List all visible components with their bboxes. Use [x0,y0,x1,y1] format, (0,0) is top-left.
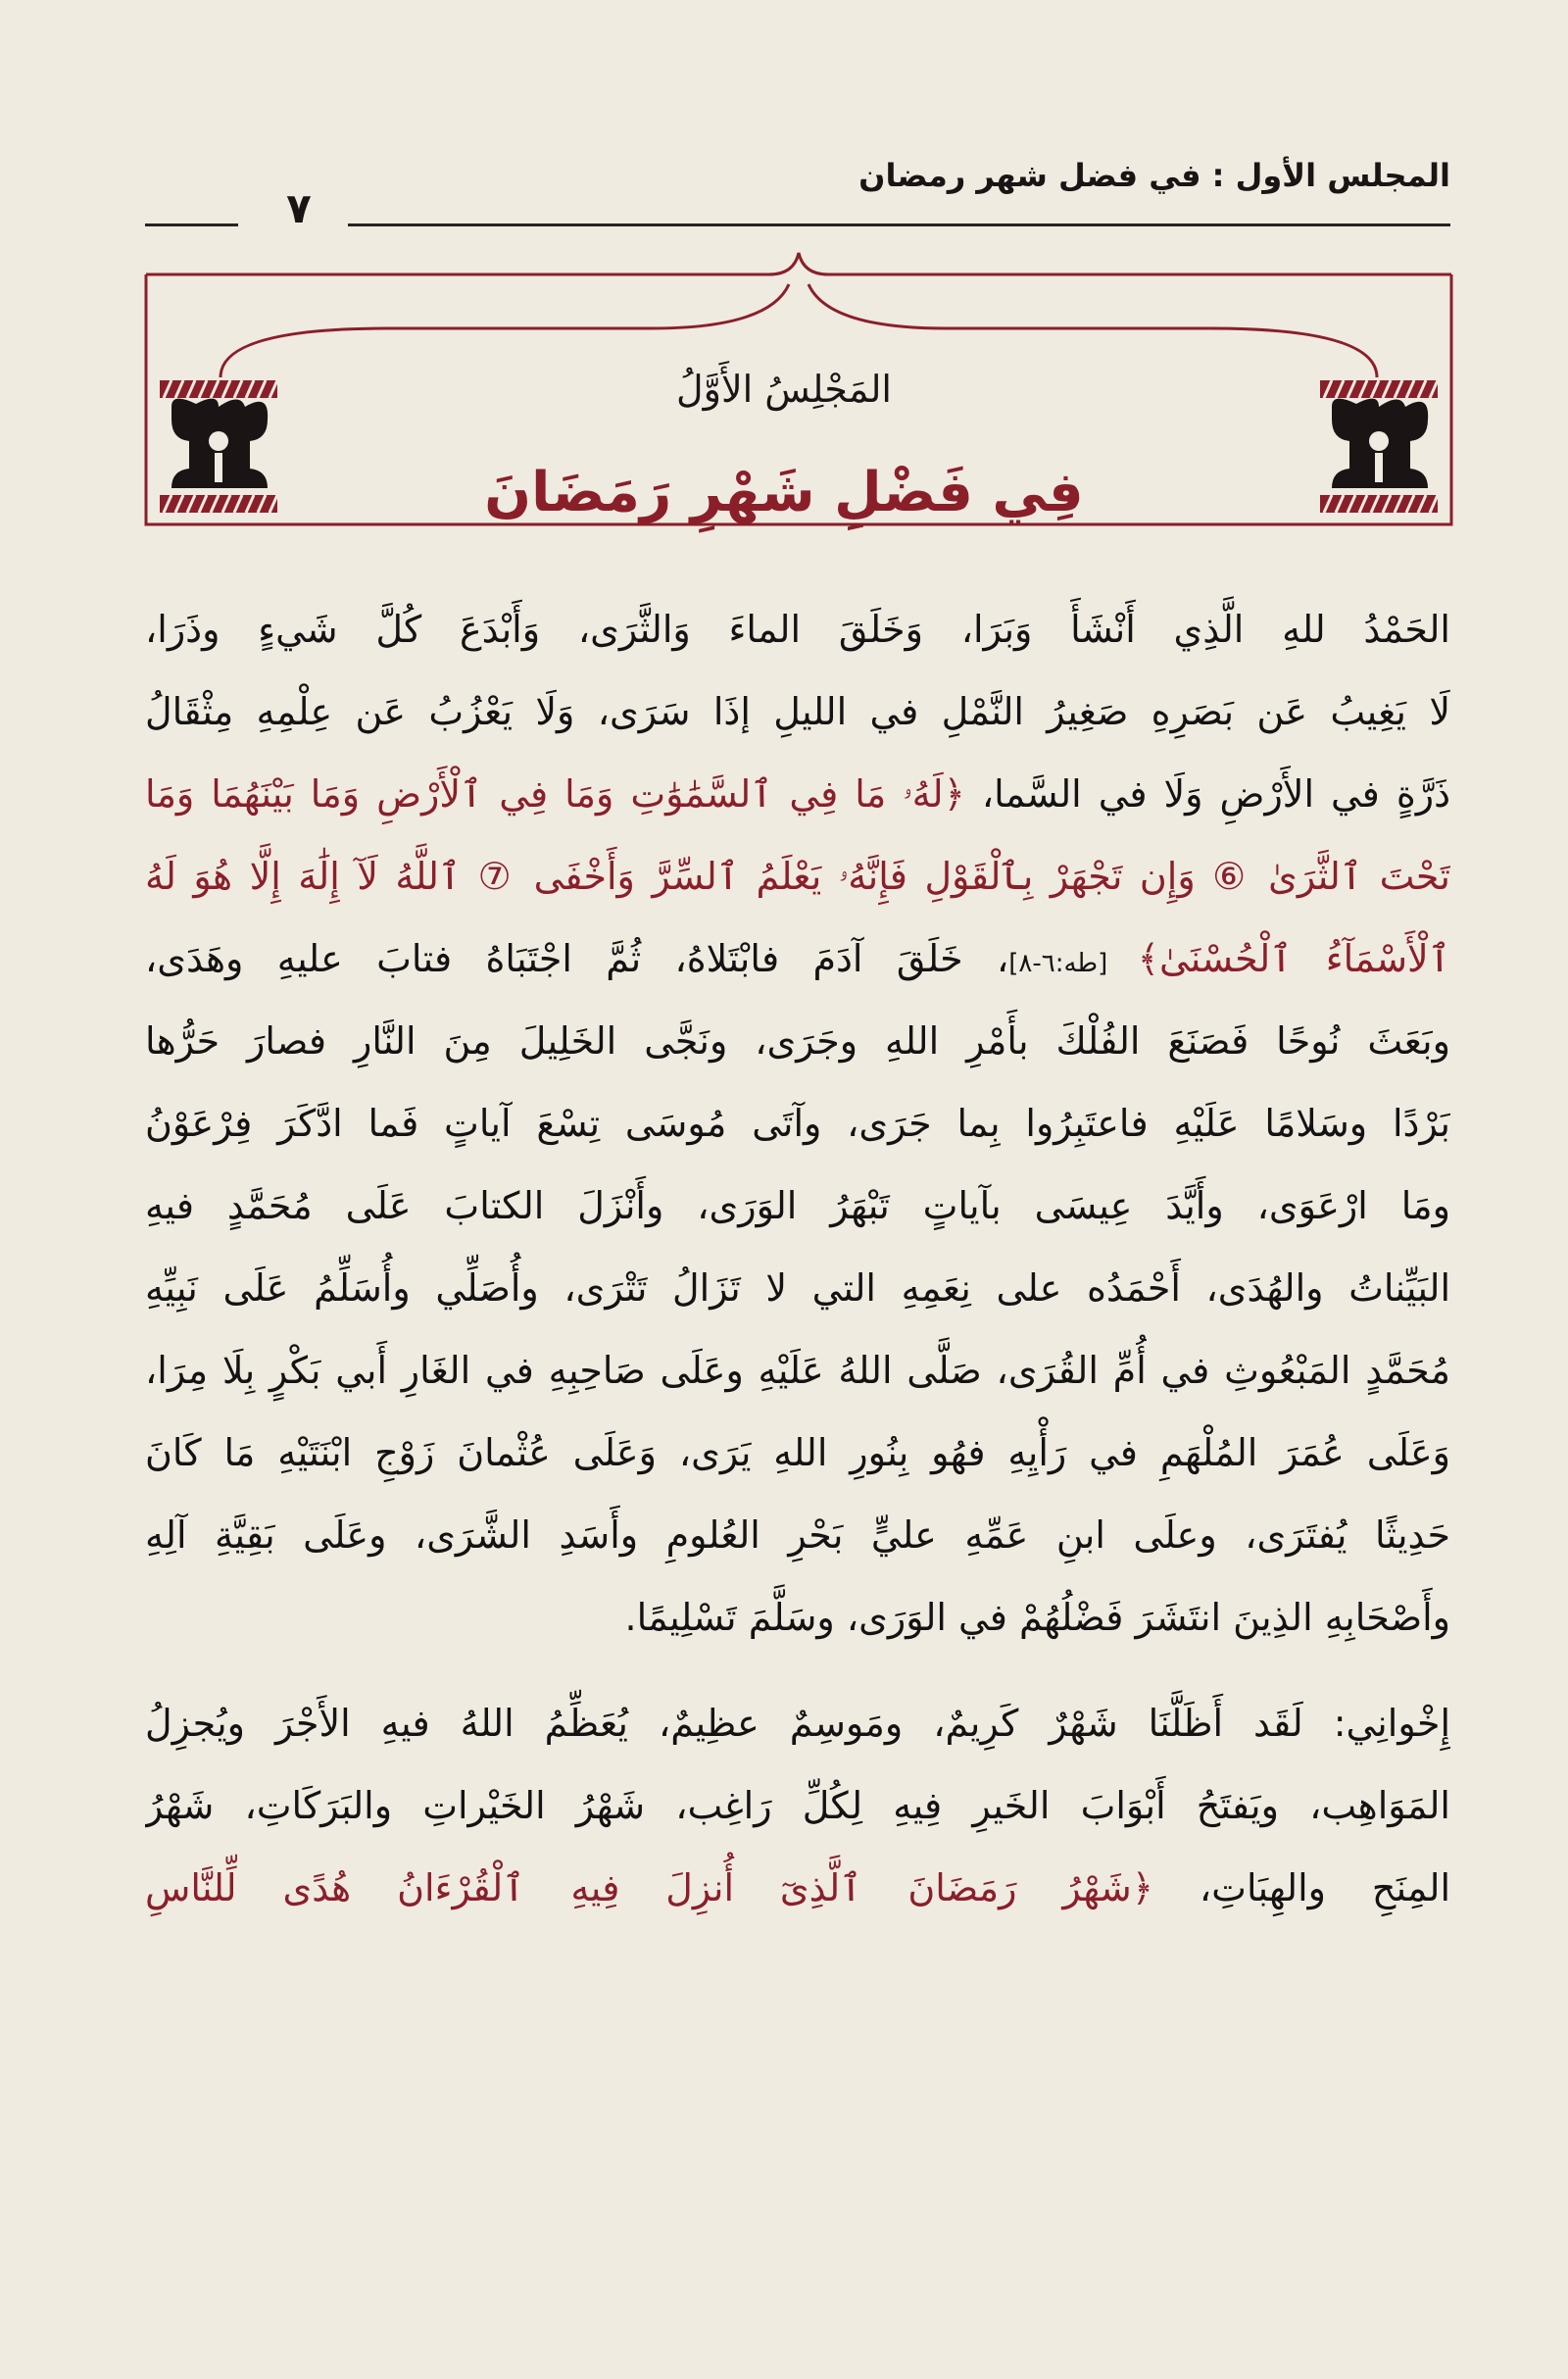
body-text [145,588,1450,1929]
verse-reference: [طه:٦-٨] [1008,949,1138,978]
text-segment: المِنَحِ والهِبَاتِ، [1153,1866,1450,1909]
page-number: ٧ [286,184,312,232]
text-line: حَدِيثًا يُفتَرَى، وعلَى ابنِ عَمِّهِ عليٍّ بَحْرِ العُلومِ وأَسَدِ الشَّرَى، وعَلَى بَقِيَّةِ آلِهِ [145,1513,1450,1557]
running-header-title: المجلس الأول : في فضل شهر رمضان [858,157,1450,194]
text-segment: ، خَلَقَ آدَمَ فابْتَلاهُ، ثُمَّ اجْتَبَاهُ فتابَ عليهِ وهَدَى، [145,937,1009,980]
text-line: وبَعَثَ نُوحًا فَصَنَعَ الفُلْكَ بأَمْرِ اللهِ وجَرَى، ونَجَّى الخَلِيلَ مِنَ النَّارِ فصارَ حَرُّها [145,1019,1450,1063]
chapter-title: فِي فَضْلِ شَهْرِ رَمَضَانَ [484,461,1084,524]
text-segment: ذَرَّةٍ في الأَرْضِ وَلَا في السَّما، [964,772,1450,816]
quran-quote: ﴿شَهْرُ رَمَضَانَ ٱلَّذِىٓ أُنزِلَ فِيهِ ٱلْقُرْءَانُ هُدًى لِّلنَّاسِ [145,1866,1154,1909]
text-line [145,917,1450,1000]
text-line [145,1847,1450,1929]
text-line: الحَمْدُ للهِ الَّذِي أَنْشَأَ وَبَرَا، وَخَلَقَ الماءَ وَالثَّرَى، وَأَبْدَعَ كُلَّ شَيءٍ وذَرَا، [145,608,1450,651]
text-line: وأَصْحَابِهِ الذِينَ انتَشَرَ فَضْلُهُمْ في الوَرَى، وسَلَّمَ تَسْلِيمًا. [624,1596,1450,1639]
text-line: إِخْوانِي: لَقَد أَظَلَّنَا شَهْرٌ كَرِيمٌ، ومَوسِمٌ عظِيمٌ، يُعَظِّمُ اللهُ فيهِ الأَجْرَ ويُجزِلُ [145,1702,1450,1745]
chapter-number-label: المَجْلِسُ الأَوَّلُ [676,368,892,411]
text-line [145,753,1450,835]
header-rule-right [348,223,1450,226]
quran-quote-line: تَحْتَ ٱلثَّرَىٰ ⑥ وَإِن تَجْهَرْ بِٱلْقَوْلِ فَإِنَّهُۥ يَعْلَمُ ٱلسِّرَّ وَأَخْفَى ⑦ ٱللَّهُ لَآ إِلَٰهَ إِلَّا هُوَ لَهُ [145,855,1450,898]
quran-quote: ﴿لَهُۥ مَا فِي ٱلسَّمَٰوَٰتِ وَمَا فِي ٱلْأَرْضِ وَمَا بَيْنَهُمَا وَمَا [145,772,965,816]
text-line: المَوَاهِب، ويَفتَحُ أَبْوَابَ الخَيرِ فِيهِ لِكُلِّ رَاغِب، شَهْرُ الخَيْراتِ والبَرَكَاتِ، شَهْرُ [145,1784,1450,1827]
text-line: ومَا ارْعَوَى، وأَيَّدَ عِيسَى بآياتٍ تَبْهَرُ الوَرَى، وأَنْزَلَ الكتابَ عَلَى مُحَمَّدٍ فيهِ [145,1184,1450,1227]
text-line: مُحَمَّدٍ المَبْعُوثِ في أُمِّ القُرَى، صَلَّى اللهُ عَلَيْهِ وعَلَى صَاحِبِهِ في الغَارِ أَبي بَكْرٍ بِلَا مِرَا، [145,1349,1450,1392]
text-line: البَيِّناتُ والهُدَى، أَحْمَدُه على نِعَمِهِ التي لا تَزَالُ تَتْرَى، وأُصَلِّي وأُسَلِّمُ عَلَى نَبِيِّهِ [145,1266,1450,1310]
text-line: لَا يَغِيبُ عَن بَصَرِهِ صَغِيرُ النَّمْلِ في الليلِ إذَا سَرَى، وَلَا يَعْزُبُ عَن عِلْمِهِ مِثْقَالُ [145,690,1450,733]
header-rule-left [145,223,238,226]
quran-quote: ٱلْأَسْمَآءُ ٱلْحُسْنَىٰ﴾ [1137,937,1450,980]
text-line: بَرْدًا وسَلامًا عَلَيْهِ فاعتَبِرُوا بِما جَرَى، وآتَى مُوسَى تِسْعَ آياتٍ فَما ادَّكَرَ فِرْعَوْنُ [145,1102,1450,1145]
text-line: وَعَلَى عُمَرَ المُلْهَمِ في رَأْيِهِ فهُو بِنُورِ اللهِ يَرَى، وَعَلَى عُثْمانَ زَوْجِ ابْنَتَيْهِ مَا كَانَ [145,1431,1450,1474]
